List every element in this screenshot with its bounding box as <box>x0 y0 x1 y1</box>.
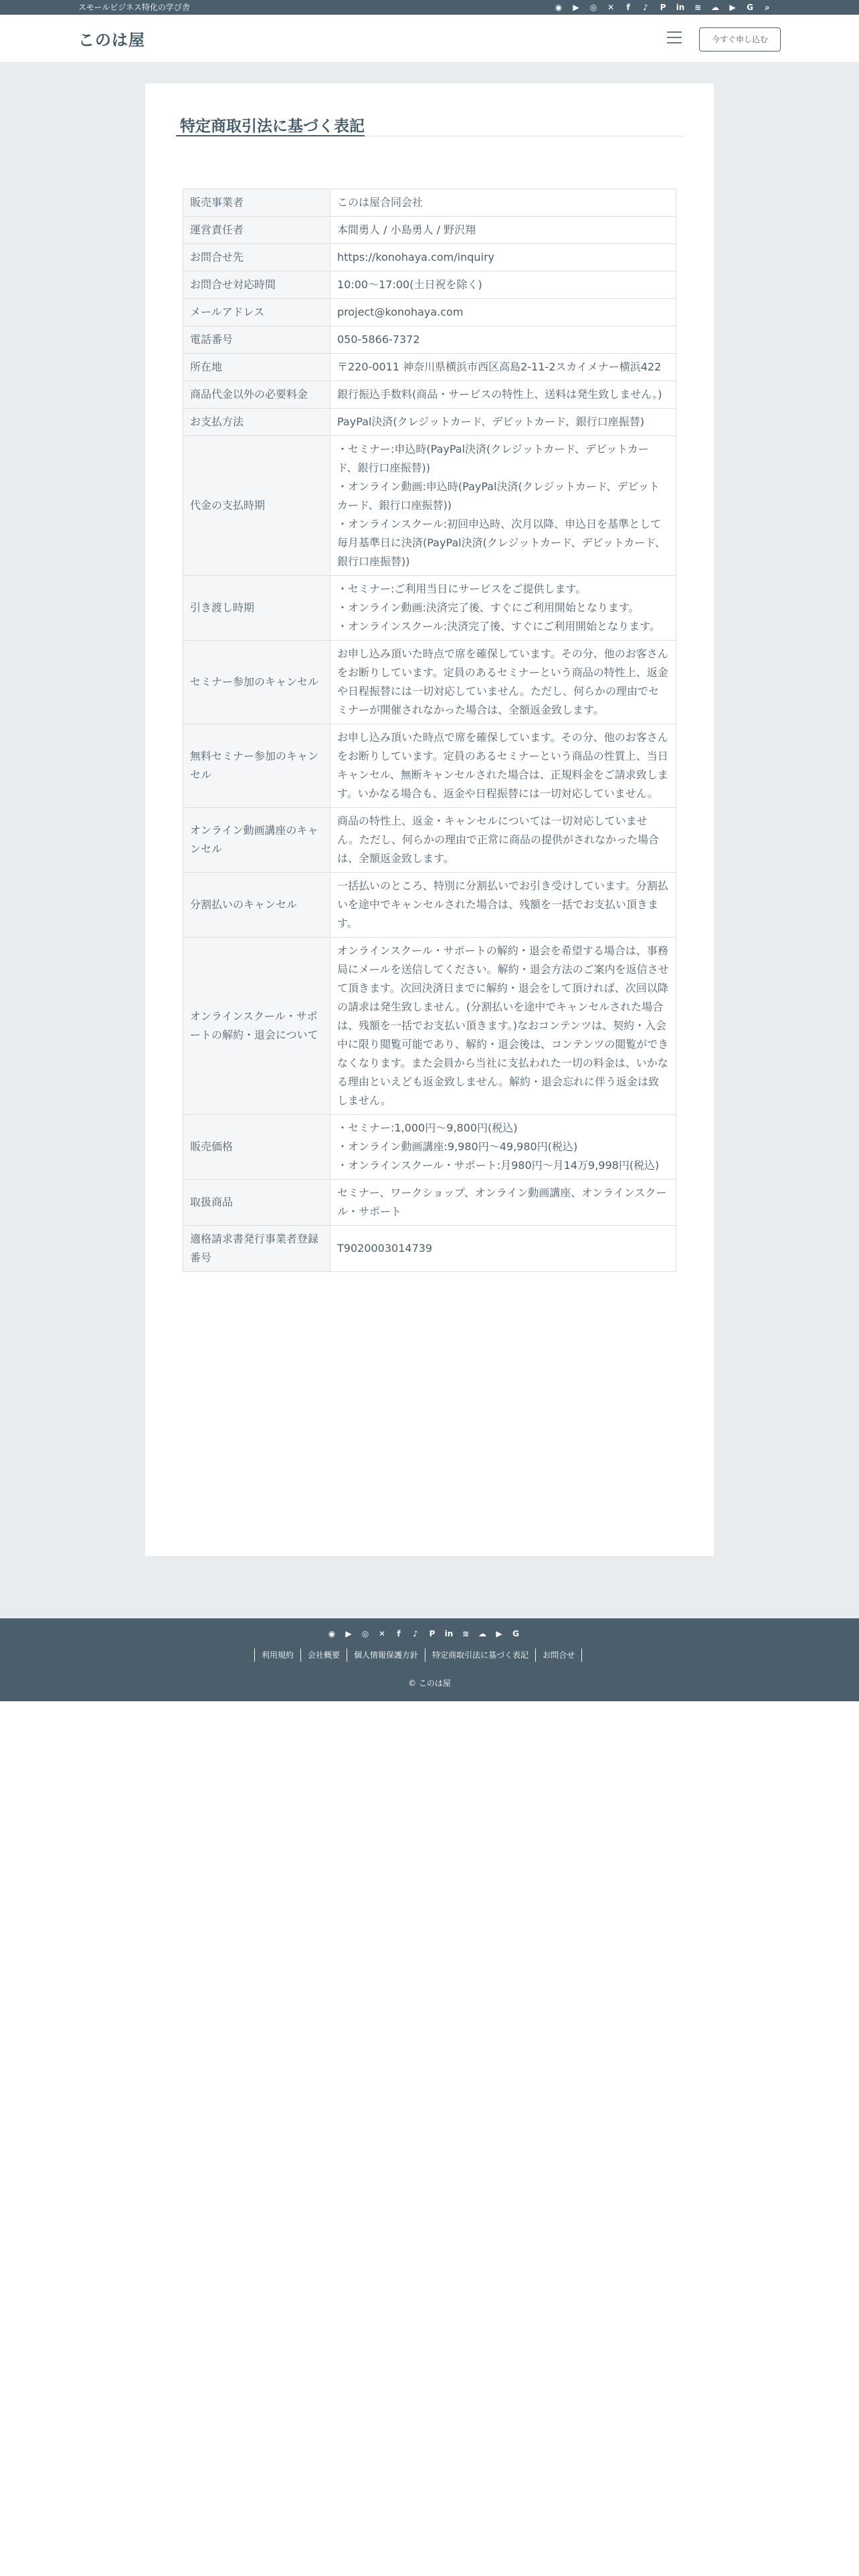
table-row <box>183 1115 676 1180</box>
tiktok-icon[interactable]: ♪ <box>643 3 648 12</box>
row-label: お問合せ先 <box>183 244 330 272</box>
youtube-alt-icon[interactable]: ▶ <box>729 3 736 12</box>
row-value: 〒220-0011 神奈川県横浜市西区高島2-11-2スカイメナー横浜422 <box>330 354 676 381</box>
row-value: お申し込み頂いた時点で席を確保しています。その分、他のお客さんをお断りしています。定員のあるセミナーという商品の性質上、当日キャンセル、無断キャンセルされた場合は、正規料金をご請求致します。いかなる場合も、返金や日程振替には一切対応していません。 <box>330 724 676 808</box>
table-row <box>183 808 676 873</box>
row-label: 引き渡し時期 <box>183 576 330 641</box>
row-label: お支払方法 <box>183 409 330 436</box>
pinterest-icon[interactable]: P <box>660 3 666 12</box>
linkedin-icon[interactable]: in <box>676 3 685 12</box>
footer-link-terms[interactable]: 利用規約 <box>254 1648 300 1662</box>
content-card <box>145 84 714 1556</box>
instagram-icon[interactable]: ◎ <box>361 1629 369 1638</box>
row-value: オンラインスクール・サポートの解約・退会を希望する場合は、事務局にメールを送信してください。解約・退会方法のご案内を返信させて頂きます。次回決済日までに解約・退会をして頂ければ、次回以降の請求は発生致しません。(分割払いを途中でキャンセルされた場合は、残額を一括でお支払い頂きます。)なおコンテンツは、契約・入会中に限り閲覧可能であり、解約・退会後は、コンテンツの閲覧ができなくなります。また会員から当社に支払われた一切の料金は、いかなる理由といえども返金致しません。解約・退会忘れに伴う返金は致しません。 <box>330 938 676 1115</box>
pinterest-icon[interactable]: P <box>429 1629 436 1638</box>
footer-link-legal[interactable]: 特定商取引法に基づく表記 <box>425 1648 535 1662</box>
row-label: 無料セミナー参加のキャンセル <box>183 724 330 808</box>
row-value: PayPal決済(クレジットカード、デビットカード、銀行口座振替) <box>330 409 676 436</box>
line-icon[interactable]: ◉ <box>555 3 563 12</box>
row-label: メールアドレス <box>183 299 330 326</box>
row-value: project@konohaya.com <box>330 299 676 326</box>
row-value: T9020003014739 <box>330 1226 676 1272</box>
copyright: © このは屋 <box>408 1679 451 1688</box>
row-value: https://konohaya.com/inquiry <box>330 244 676 272</box>
table-row <box>183 724 676 808</box>
table-row <box>183 272 676 299</box>
row-value: 本間勇人 / 小島勇人 / 野沢翔 <box>330 217 676 244</box>
search-icon[interactable]: ⌕ <box>765 2 770 12</box>
row-label: 適格請求書発行事業者登録番号 <box>183 1226 330 1272</box>
footer-links <box>254 1648 582 1662</box>
site-logo[interactable]: このは屋 <box>78 31 145 49</box>
table-row <box>183 354 676 381</box>
row-value: セミナー、ワークショップ、オンライン動画講座、オンラインスクール・サポート <box>330 1180 676 1226</box>
site-footer <box>0 1618 859 1701</box>
row-value: お申し込み頂いた時点で席を確保しています。その分、他のお客さんをお断りしています。定員のあるセミナーという商品の特性上、返金や日程振替には一切対応していません。ただし、何らかの理由でセミナーが開催されなかった場合は、全額返金致します。 <box>330 641 676 724</box>
row-label: 販売価格 <box>183 1115 330 1180</box>
row-label: 取扱商品 <box>183 1180 330 1226</box>
row-label: 商品代金以外の必要料金 <box>183 381 330 409</box>
footer-link-contact[interactable]: お問合せ <box>535 1648 582 1662</box>
row-label: 電話番号 <box>183 326 330 354</box>
instagram-icon[interactable]: ◎ <box>589 3 597 12</box>
site-header <box>0 15 859 63</box>
row-label: お問合せ対応時間 <box>183 272 330 299</box>
table-row <box>183 1180 676 1226</box>
x-icon[interactable]: ✕ <box>607 3 615 12</box>
row-label: オンライン動画講座のキャンセル <box>183 808 330 873</box>
snapchat-icon[interactable]: ☁ <box>711 3 719 12</box>
facebook-icon[interactable]: f <box>626 3 630 12</box>
row-value: このは屋合同会社 <box>330 189 676 217</box>
table-row <box>183 938 676 1115</box>
linkedin-icon[interactable]: in <box>444 1629 454 1638</box>
footer-link-privacy[interactable]: 個人情報保護方針 <box>347 1648 425 1662</box>
google-icon[interactable]: G <box>512 1629 519 1638</box>
table-row <box>183 409 676 436</box>
table-row <box>183 641 676 724</box>
snapchat-icon[interactable]: ☁ <box>478 1629 486 1638</box>
spotify-icon[interactable]: ≋ <box>694 3 702 12</box>
footer-link-company[interactable]: 会社概要 <box>300 1648 347 1662</box>
apply-now-button[interactable]: 今すぐ申し込む <box>699 27 781 51</box>
youtube-icon[interactable]: ▶ <box>573 3 579 12</box>
table-row <box>183 873 676 938</box>
row-value: 一括払いのところ、特別に分割払いでお引き受けしています。分割払いを途中でキャンセルされた場合は、残額を一括でお支払い頂きます。 <box>330 873 676 938</box>
table-row <box>183 436 676 576</box>
row-value: 10:00〜17:00(土日祝を除く) <box>330 272 676 299</box>
site-tagline: スモールビジネス特化の学び舎 <box>78 3 190 12</box>
row-label: 所在地 <box>183 354 330 381</box>
spotify-icon[interactable]: ≋ <box>462 1629 470 1638</box>
social-icons-top <box>553 1 773 13</box>
row-label: 運営責任者 <box>183 217 330 244</box>
row-label: セミナー参加のキャンセル <box>183 641 330 724</box>
line-icon[interactable]: ◉ <box>328 1629 336 1638</box>
table-row <box>183 576 676 641</box>
x-icon[interactable]: ✕ <box>378 1629 386 1638</box>
table-row <box>183 299 676 326</box>
youtube-alt-icon[interactable]: ▶ <box>496 1629 502 1638</box>
tiktok-icon[interactable]: ♪ <box>413 1629 418 1638</box>
youtube-icon[interactable]: ▶ <box>345 1629 352 1638</box>
table-row <box>183 1226 676 1272</box>
social-icons-footer <box>326 1628 522 1640</box>
facebook-icon[interactable]: f <box>397 1629 401 1638</box>
table-row <box>183 217 676 244</box>
table-row <box>183 381 676 409</box>
page-title: 特定商取引法に基づく表記 <box>176 114 365 136</box>
google-icon[interactable]: G <box>747 3 753 12</box>
row-value: 050-5866-7372 <box>330 326 676 354</box>
legal-info-table <box>183 189 676 1272</box>
table-row <box>183 326 676 354</box>
page-title-wrap <box>176 114 684 136</box>
row-value: ・セミナー:ご利用当日にサービスをご提供します。 ・オンライン動画:決済完了後、すぐにご利用開始となります。 ・オンラインスクール:決済完了後、すぐにご利用開始となります。 <box>330 576 676 641</box>
top-bar <box>0 0 859 15</box>
menu-icon[interactable] <box>667 31 683 45</box>
table-row <box>183 189 676 217</box>
row-label: 販売事業者 <box>183 189 330 217</box>
row-label: オンラインスクール・サポートの解約・退会について <box>183 938 330 1115</box>
row-label: 代金の支払時期 <box>183 436 330 576</box>
row-label: 分割払いのキャンセル <box>183 873 330 938</box>
row-value: 商品の特性上、返金・キャンセルについては一切対応していません。ただし、何らかの理由で正常に商品の提供がされなかった場合は、全額返金致します。 <box>330 808 676 873</box>
row-value: ・セミナー:1,000円〜9,800円(税込) ・オンライン動画講座:9,980円〜49,980円(税込) ・オンラインスクール・サポート:月980円〜月14万9,998円(税込) <box>330 1115 676 1180</box>
table-row <box>183 244 676 272</box>
row-value: 銀行振込手数料(商品・サービスの特性上、送料は発生致しません。) <box>330 381 676 409</box>
row-value: ・セミナー:申込時(PayPal決済(クレジットカード、デビットカード、銀行口座振替)) ・オンライン動画:申込時(PayPal決済(クレジットカード、デビットカード、銀行口座振替)) ・オンラインスクール:初回申込時、次月以降、申込日を基準として毎月基準日に決済(PayPal決済(クレジットカード、デビットカード、銀行口座振替)) <box>330 436 676 576</box>
